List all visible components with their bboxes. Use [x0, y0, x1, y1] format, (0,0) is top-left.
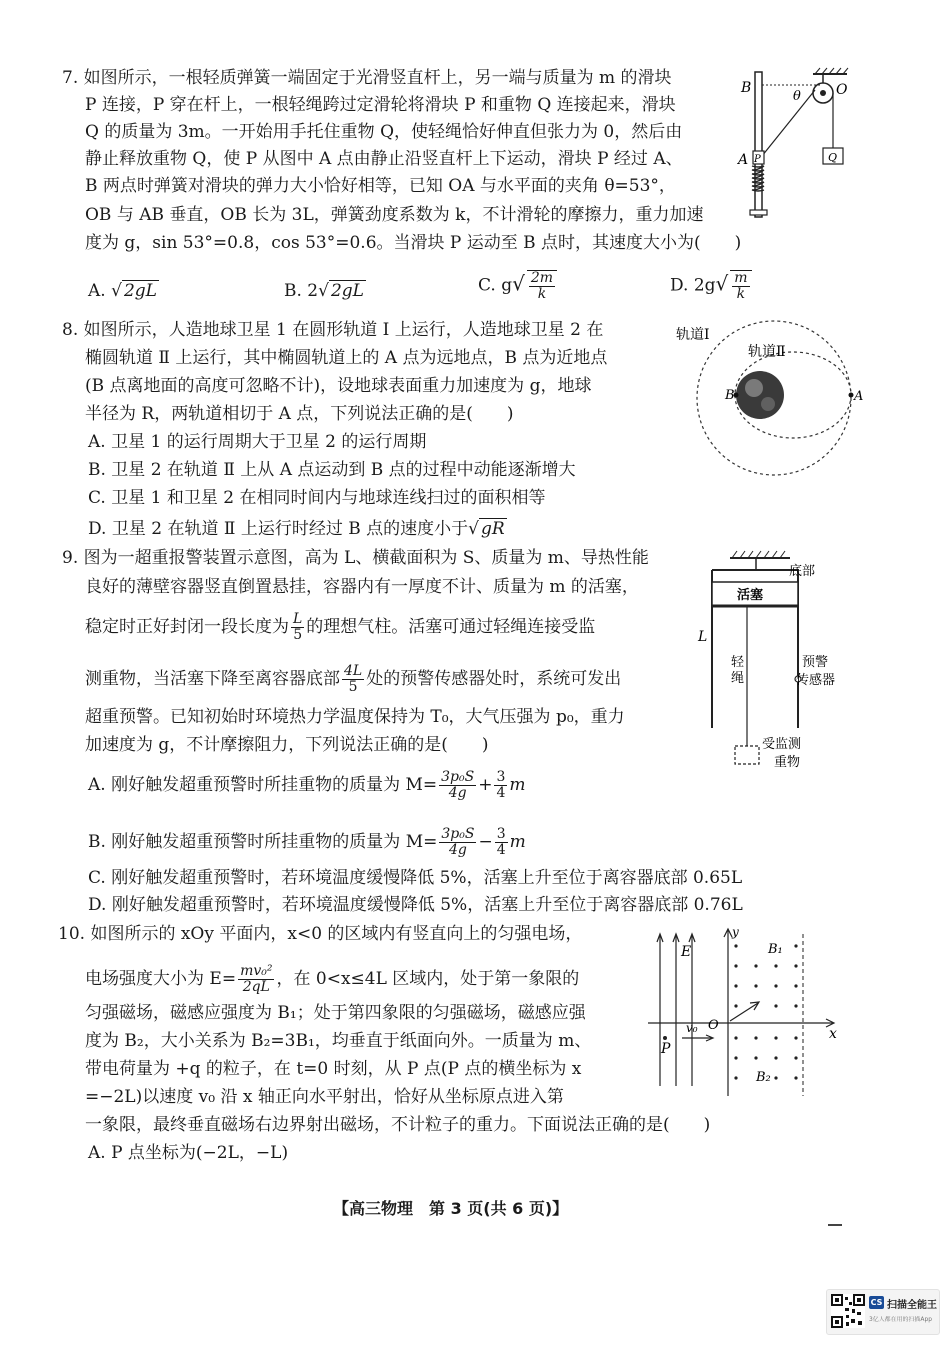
q7-option-a: A. √ 2gL	[88, 281, 157, 301]
q8-option-c: C. 卫星 1 和卫星 2 在相同时间内与地球连线扫过的面积相等	[88, 488, 546, 508]
q7-option-d: D. 2g√ $\frac{m}{k}$	[670, 270, 754, 302]
label-y: y	[732, 925, 739, 939]
q9-figure	[700, 548, 860, 778]
q7-line: B 两点时弹簧对滑块的弹力大小恰好相等，已知 OA 与水平面的夹角 θ=53°，	[85, 176, 676, 196]
label-orbit-2: 轨道Ⅱ	[748, 344, 786, 360]
q8-line: 8. 如图所示，人造地球卫星 1 在圆形轨道 Ⅰ 上运行，人造地球卫星 2 在	[62, 320, 604, 340]
label-e: E	[681, 944, 692, 960]
q7-line: OB 与 AB 垂直，OB 长为 3L，弹簧劲度系数为 k，不计滑轮的摩擦力，重力加速	[85, 205, 704, 225]
label-b1: B₁	[768, 942, 783, 957]
q8-option-d: D. 卫星 2 在轨道 Ⅱ 上运行时经过 B 点的速度小于√ gR	[88, 519, 505, 539]
q10-option-a: A. P 点坐标为(−2L，−L)	[88, 1143, 289, 1163]
label-orbit-1: 轨道Ⅰ	[676, 327, 710, 343]
q10-figure	[648, 926, 843, 1096]
label-b: B	[725, 388, 735, 403]
q10-line: 匀强磁场，磁感应强度为 B₁；处于第四象限的匀强磁场，磁感应强	[85, 1003, 586, 1023]
label-q: Q	[828, 151, 838, 164]
label-b2: B₂	[756, 1070, 771, 1085]
ceiling-hatch	[732, 551, 785, 558]
q7-line: P 连接，P 穿在杆上，一根轻绳跨过定滑轮将滑块 P 和重物 Q 连接起来，滑块	[85, 95, 676, 115]
q8-line: (B 点离地面的高度可忽略不计)，设地球表面重力加速度为 g，地球	[85, 376, 592, 396]
point-p	[663, 1036, 667, 1040]
label-bottom: 底部	[789, 564, 816, 579]
label-p: P	[754, 154, 761, 165]
q7-option-b: B. 2√ 2gL	[284, 281, 364, 301]
cs-logo: CS	[870, 1298, 883, 1307]
q10-line: 电场强度大小为 E= $\frac{\text{mv₀²}}{2qL}$ ，在 0<x≤4L 区域内，处于第一象限的	[85, 963, 580, 995]
label-o: O	[708, 1018, 719, 1033]
q10-line: 10. 如图所示的 xOy 平面内，x<0 的区域内有竖直向上的匀强电场，	[58, 924, 583, 944]
q7-option-c: C. g√ $\frac{2m}{k}$	[478, 270, 559, 302]
q9-line: 超重预警。已知初始时环境热力学温度保持为 T₀，大气压强为 p₀，重力	[85, 707, 625, 727]
q9-option-a: A. 刚好触发超重预警时所挂重物的质量为 M= $\frac{\text{3p₀S}}{4g}$ + $\frac{3}{4}$ m	[88, 769, 526, 801]
edge-mark	[828, 1224, 842, 1226]
scanner-brand: 扫描全能王	[887, 1300, 937, 1311]
q9-option-d: D. 刚好触发超重预警时，若环境温度缓慢降低 5%，活塞上升至位于离容器底部 0.76L	[88, 895, 743, 915]
q8-line: 半径为 R，两轨道相切于 A 点，下列说法正确的是( )	[85, 404, 514, 424]
q7-line: 静止释放重物 Q，使 P 从图中 A 点由静止沿竖直杆上下运动，滑块 P 经过 A、	[85, 149, 683, 169]
monitored-weight	[735, 746, 759, 764]
q7-line: Q 的质量为 3m。一开始用手托住重物 Q，使轻绳恰好伸直但张力为 0，然后由	[85, 122, 683, 142]
q9-line: 9. 图为一超重报警装置示意图，高为 L、横截面积为 S、质量为 m、导热性能	[62, 548, 649, 568]
q10-line: 带电荷量为 +q 的粒子，在 t=0 时刻，从 P 点(P 点的横坐标为 x	[85, 1059, 582, 1079]
label-v0: v₀	[686, 1021, 698, 1035]
q9-line: 加速度为 g，不计摩擦阻力，下列说法正确的是( )	[85, 735, 489, 755]
q8-figure	[668, 318, 863, 490]
q7-line: 度为 g，sin 53°=0.8，cos 53°=0.6。当滑块 P 运动至 B 点时，其速度大小为( )	[85, 233, 742, 253]
label-a: A	[738, 152, 749, 168]
q10-line: =−2L)以速度 v₀ 沿 x 轴正向水平射出，恰好从坐标原点进入第	[85, 1087, 564, 1107]
label-piston: 活塞	[737, 588, 764, 603]
label-a: A	[854, 389, 864, 404]
q9-option-c: C. 刚好触发超重预警时，若环境温度缓慢降低 5%，活塞上升至位于离容器底部 0.65L	[88, 868, 743, 888]
qr-code-icon	[831, 1294, 865, 1328]
scanner-watermark	[826, 1289, 940, 1335]
q7-line: 7. 如图所示，一根轻质弹簧一端固定于光滑竖直杆上，另一端与质量为 m 的滑块	[62, 68, 672, 88]
q9-line: 测重物，当活塞下降至离容器底部 $\frac{4L}{5}$ 处的预警传感器处时，系统可发出	[85, 663, 622, 695]
label-rope: 轻	[731, 655, 745, 670]
exit-arrow	[730, 1003, 758, 1021]
q9-line: 稳定时正好封闭一段长度为 $\frac{L}{5}$ 的理想气柱。活塞可通过轻绳连接受监	[85, 611, 596, 643]
vertical-rod	[755, 72, 762, 217]
label-weight: 重物	[774, 755, 801, 770]
label-sensor: 传感器	[796, 673, 836, 688]
label-theta: θ	[793, 89, 801, 104]
q10-line: 度为 B₂，大小关系为 B₂=3B₁，均垂直于纸面向外。一质量为 m、	[85, 1031, 592, 1051]
q9-option-b: B. 刚好触发超重预警时所挂重物的质量为 M= $\frac{\text{3p₀S}}{4g}$ − $\frac{3}{4}$ m	[88, 826, 526, 858]
q8-option-b: B. 卫星 2 在轨道 Ⅱ 上从 A 点运动到 B 点的过程中动能逐渐增大	[88, 460, 576, 480]
label-b: B	[741, 80, 752, 96]
label-sensor: 预警	[802, 655, 829, 670]
q9-line: 良好的薄壁容器竖直倒置悬挂，容器内有一厚度不计、质量为 m 的活塞，	[85, 577, 639, 597]
label-p: P	[661, 1041, 671, 1057]
q8-option-a: A. 卫星 1 的运行周期大于卫星 2 的运行周期	[88, 432, 427, 452]
label-x: x	[829, 1026, 837, 1042]
label-rope: 绳	[731, 671, 745, 686]
q7-figure	[735, 62, 865, 222]
q10-line: 一象限，最终垂直磁场右边界射出磁场，不计粒子的重力。下面说法正确的是( )	[85, 1115, 711, 1135]
earth	[736, 371, 784, 419]
q8-line: 椭圆轨道 Ⅱ 上运行，其中椭圆轨道上的 A 点为远地点，B 点为近地点	[85, 348, 608, 368]
scanner-tagline: 3亿人都在用的扫描App	[869, 1315, 933, 1323]
spring-base	[750, 210, 767, 215]
page-footer: 【高三物理 第 3 页(共 6 页)】	[333, 1199, 569, 1218]
rope-segment	[762, 90, 815, 156]
b1-dots	[734, 944, 797, 1007]
label-o: O	[836, 82, 848, 98]
label-weight: 受监测	[762, 737, 802, 752]
point-a	[849, 393, 854, 398]
label-l: L	[698, 629, 708, 645]
